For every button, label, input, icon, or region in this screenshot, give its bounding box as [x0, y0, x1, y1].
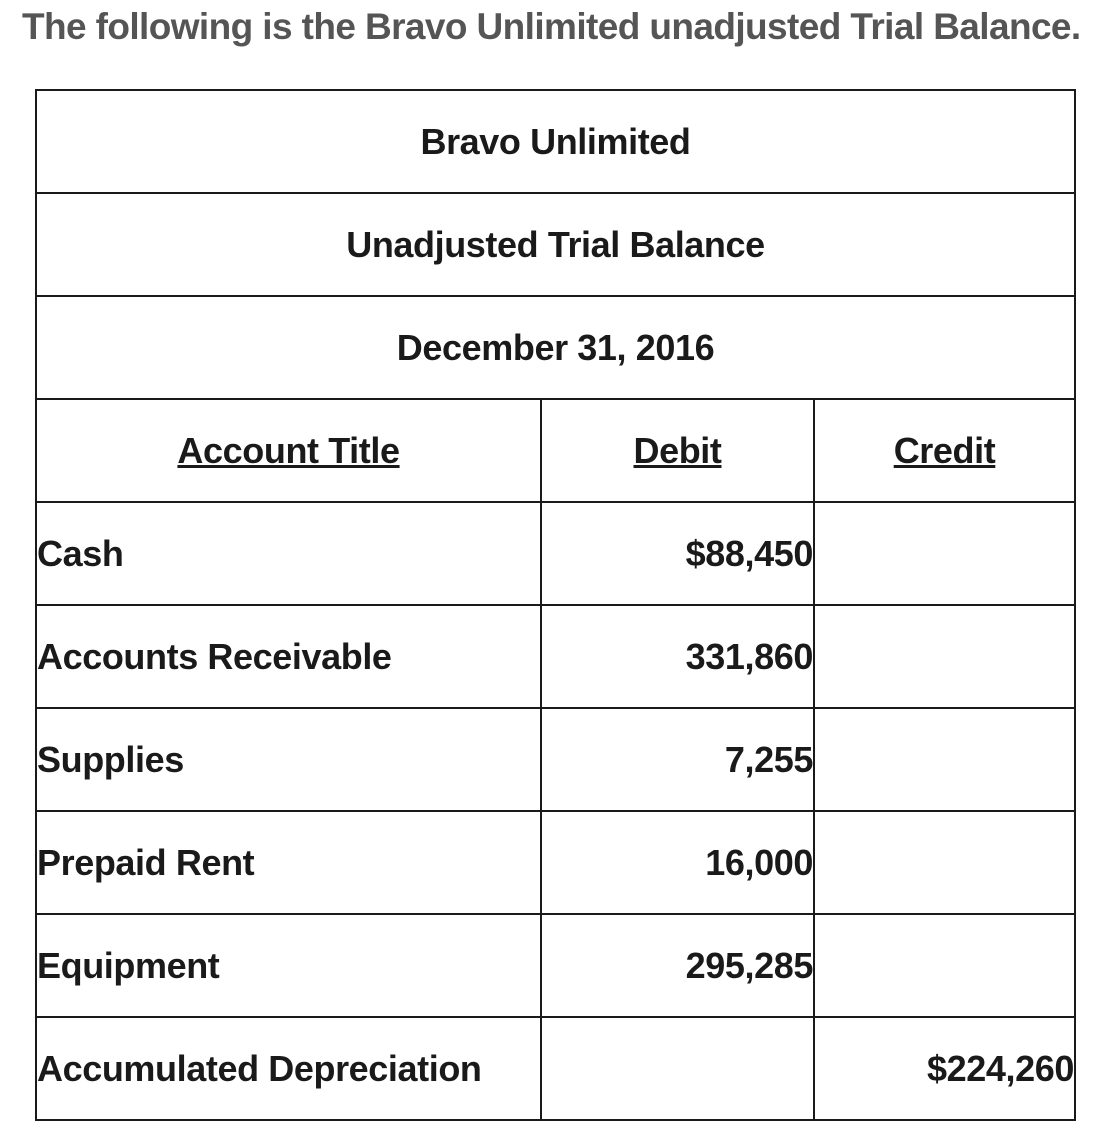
table-row — [36, 708, 1075, 811]
report-date: December 31, 2016 — [36, 296, 1075, 399]
company-name: Bravo Unlimited — [36, 90, 1075, 193]
credit-cell — [814, 914, 1075, 1017]
debit-cell: 7,255 — [541, 708, 814, 811]
table-row — [36, 605, 1075, 708]
report-title: Unadjusted Trial Balance — [36, 193, 1075, 296]
company-row — [36, 90, 1075, 193]
debit-cell: 16,000 — [541, 811, 814, 914]
account-cell: Supplies — [36, 708, 541, 811]
credit-header: Credit — [814, 399, 1075, 502]
table-row — [36, 1017, 1075, 1120]
debit-header: Debit — [541, 399, 814, 502]
credit-cell — [814, 708, 1075, 811]
debit-cell: 295,285 — [541, 914, 814, 1017]
account-cell: Cash — [36, 502, 541, 605]
credit-cell — [814, 811, 1075, 914]
date-row — [36, 296, 1075, 399]
table-row — [36, 502, 1075, 605]
credit-cell — [814, 605, 1075, 708]
debit-cell: 331,860 — [541, 605, 814, 708]
account-cell: Equipment — [36, 914, 541, 1017]
debit-cell — [541, 1017, 814, 1120]
report-row — [36, 193, 1075, 296]
header-row — [36, 399, 1075, 502]
account-title-header: Account Title — [36, 399, 541, 502]
table-row — [36, 811, 1075, 914]
debit-cell: $88,450 — [541, 502, 814, 605]
account-cell: Accounts Receivable — [36, 605, 541, 708]
credit-cell: $224,260 — [814, 1017, 1075, 1120]
trial-balance-table — [35, 89, 1076, 1121]
account-cell: Accumulated Depreciation — [36, 1017, 541, 1120]
credit-cell — [814, 502, 1075, 605]
intro-text: The following is the Bravo Unlimited unadjusted Trial Balance. — [22, 6, 1081, 47]
table-row — [36, 914, 1075, 1017]
account-cell: Prepaid Rent — [36, 811, 541, 914]
